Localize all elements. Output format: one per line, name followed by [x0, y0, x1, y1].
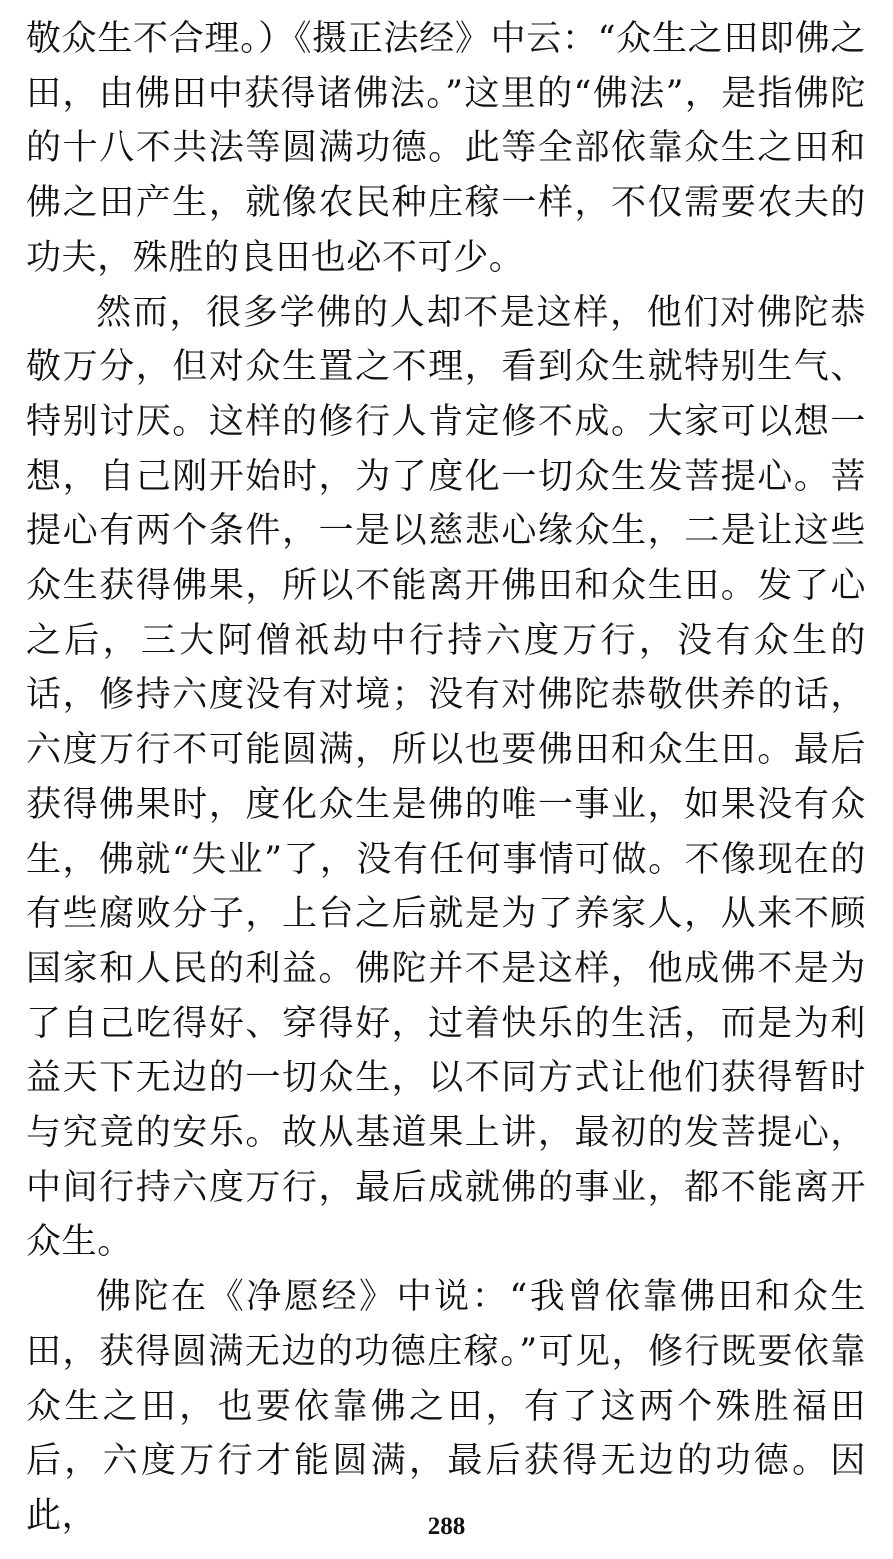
- paragraph-1: 敬众生不合理。）《摄正法经》中云：“众生之田即佛之田，由佛田中获得诸佛法。”这里的“佛法”，是指佛陀的十八不共法等圆满功德。此等全部依靠众生之田和佛之田产生，就像农民种庄稼一样，不仅需要农夫的功夫，殊胜的良田也必不可少。: [26, 19, 866, 278]
- page-body: [26, 12, 866, 1544]
- paragraph-2: 然而，很多学佛的人却不是这样，他们对佛陀恭敬万分，但对众生置之不理，看到众生就特别生气、特别讨厌。这样的修行人肯定修不成。大家可以想一想，自己刚开始时，为了度化一切众生发菩提心。菩提心有两个条件，一是以慈悲心缘众生，二是让这些众生获得佛果，所以不能离开佛田和众生田。发了心之后，三大阿僧祇劫中行持六度万行，没有众生的话，修持六度没有对境；没有对佛陀恭敬供养的话，六度万行不可能圆满，所以也要佛田和众生田。最后获得佛果时，度化众生是佛的唯一事业，如果没有众生，佛就“失业”了，没有任何事情可做。不像现在的有些腐败分子，上台之后就是为了养家人，从来不顾国家和人民的利益。佛陀并不是这样，他成佛不是为了自己吃得好、穿得好，过着快乐的生活，而是为利益天下无边的一切众生，以不同方式让他们获得暂时与究竟的安乐。故从基道果上讲，最初的发菩提心，中间行持六度万行，最后成就佛的事业，都不能离开众生。: [26, 292, 866, 1263]
- paragraph-3: 佛陀在《净愿经》中说：“我曾依靠佛田和众生田，获得圆满无边的功德庄稼。”可见，修行既要依靠众生之田，也要依靠佛之田，有了这两个殊胜福田后，六度万行才能圆满，最后获得无边的功德。因此，: [26, 1277, 866, 1536]
- page-number: 288: [427, 1513, 466, 1540]
